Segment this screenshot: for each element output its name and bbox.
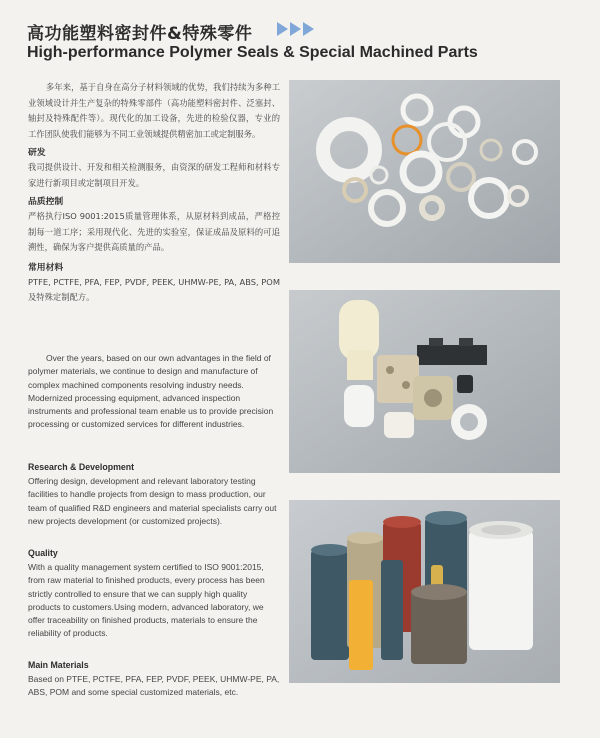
en-quality-paragraph: With a quality management system certified to ISO 9001:2015, from raw material to finished products, every process has been strictly controlled to ensure that we can supply high quality products to customers.Using modern, advanced laboratory, we offer traceability on finished products, materials to ensure the reliability of products.: [28, 562, 265, 639]
en-rd-paragraph: Offering design, development and relevant laboratory testing facilities to handle projects from design to mass production, our team of qualified R&D engineers and material specialists carry out new projects development (or customized projects).: [28, 476, 277, 526]
arrow-right-icon: [277, 22, 288, 36]
tubes-rods-photo: [289, 500, 560, 683]
en-quality-heading: Quality: [28, 548, 58, 558]
en-rd-heading: Research & Development: [28, 462, 135, 472]
en-quality-block: [28, 548, 280, 641]
page-title-cn: 高功能塑料密封件&特殊零件: [27, 24, 253, 44]
arrow-right-icon: [303, 22, 314, 36]
cn-intro-paragraph: 多年来，基于自身在高分子材料领域的优势，我们持续为多种工业领域设计并生产复杂的特殊零部件（高功能塑料密封件、泛塞封、轴封及特殊配件等）。现代化的加工设备，先进的检验仪器，专业的工作团队使我们能够为不同工业领域提供精密加工或定制服务。: [28, 82, 280, 139]
cn-materials-heading: 常用材料: [28, 262, 64, 273]
title-arrows: [277, 22, 314, 36]
arrow-right-icon: [290, 22, 301, 36]
cn-qc-heading: 品质控制: [28, 197, 64, 207]
page-title-en: High-performance Polymer Seals & Special Machined Parts: [27, 44, 478, 61]
cn-materials-paragraph: PTFE, PCTFE, PFA, FEP, PVDF, PEEK, UHMW-PE, PA, ABS, POM及特殊定制配方。: [28, 276, 280, 302]
cn-qc-paragraph: 严格执行ISO 9001:2015质量管理体系，从原材料到成品，严格控制每一道工序；采用现代化、先进的实验室，保证成品及原料的可追溯性，确保为客户提供高质量的产品。: [28, 211, 280, 252]
en-intro-block: [28, 352, 280, 432]
cn-rd-heading: 研发: [28, 148, 46, 158]
cn-rd-paragraph: 我司提供设计、开发和相关检测服务，由资深的研发工程师和材料专家进行新项目或定制项目开发。: [28, 162, 280, 188]
machined-parts-photo: [289, 290, 560, 473]
en-materials-block: [28, 660, 280, 700]
en-materials-paragraph: Based on PTFE, PCTFE, PFA, FEP, PVDF, PEEK, UHMW-PE, PA, ABS, POM and some special customized materials, etc.: [28, 674, 280, 698]
cn-text-column: [28, 80, 280, 306]
en-intro-paragraph: Over the years, based on our own advantages in the field of polymer materials, we continue to design and manufacture of complex machined components resolving industry needs. Modernized processing equipment, advanced inspection instruments and professional team enable us to provide precision processing or customized services for different industries.: [28, 353, 274, 430]
en-materials-heading: Main Materials: [28, 660, 89, 670]
seal-rings-photo: [289, 80, 560, 263]
en-rd-block: [28, 462, 280, 528]
